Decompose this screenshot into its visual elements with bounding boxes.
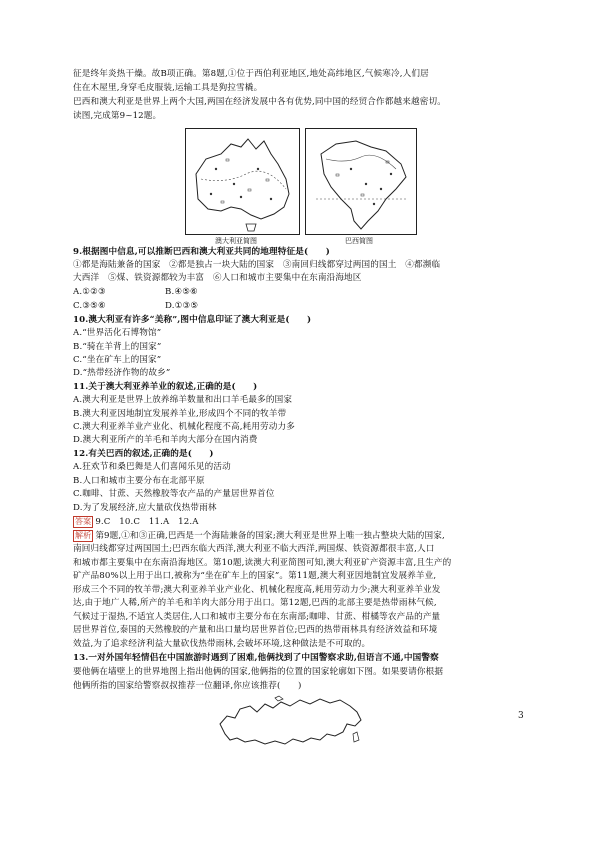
analysis-text: 矿产品80%以上用于出口,被称为“坐在矿车上的国家”。第11题,澳大利亚因地制宜发展养羊业, (73, 571, 437, 581)
australia-map (185, 128, 300, 235)
question-13-stem: 13.一对外国年轻情侣在中国旅游时遇到了困难,他俩找到了中国警察求助,但语言不通,中国警察 (73, 653, 439, 663)
option-c: C.澳大利亚养羊业产业化、机械化程度不高,耗用劳动力多 (73, 422, 296, 432)
answer-line (73, 516, 533, 529)
analysis-tag: 解析 (75, 531, 92, 540)
option-a: A.澳大利亚是世界上放养绵羊数量和出口羊毛最多的国家 (73, 395, 293, 405)
option-b: B.人口和城市主要分布在北部平原 (73, 476, 205, 486)
option-b: B.“骑在羊背上的国家” (73, 342, 162, 352)
analysis-text: 和城市都主要集中在东南沿海地区。第10题,读澳大利亚简图可知,澳大利亚矿产资源丰富,且生产的 (73, 558, 452, 568)
option-b: B.④⑤⑥ (165, 287, 198, 297)
option-a: A.狂欢节和桑巴舞是人们喜闻乐见的活动 (73, 462, 231, 472)
option-a: A.①②③ (73, 287, 106, 297)
option-c: C.“坐在矿车上的国家” (73, 355, 162, 365)
australia-outline-figure (186, 129, 299, 234)
option-a: A.“世界活化石博物馆” (73, 328, 162, 338)
answer-tag: 答案 (75, 517, 92, 526)
brazil-outline-figure (306, 129, 416, 234)
text-line: 巴西和澳大利亚是世界上两个大国,两国在经济发展中各有优势,同中国的经贸合作都越来越密切。 (73, 97, 447, 107)
text-line: 读图,完成第9~12题。 (73, 111, 162, 121)
option-c: C.③⑤⑥ (73, 301, 106, 311)
analysis-text: 形成三个不同的牧羊带;澳大利亚养羊业产业化、机械化程度高,耗用劳动力少;澳大利亚养羊业发 (73, 585, 441, 595)
question-10-stem: 10.澳大利亚有许多“美称”,图中信息印证了澳大利亚是( ) (73, 315, 312, 325)
brazil-map-caption: 巴西简图 (345, 237, 373, 245)
analysis-text: 南回归线都穿过两国国土;巴西东临大西洋,澳大利亚不临大西洋,两国煤、铁资源都很丰富,人口 (73, 544, 435, 554)
answer-text: 9.C 10.C 11.A 12.A (95, 517, 199, 527)
option-b: B.澳大利亚因地制宜发展养羊业,形成四个不同的牧羊带 (73, 409, 287, 419)
question-9-stem: 9.根据图中信息,可以推断巴西和澳大利亚共同的地理特征是( ) (73, 247, 330, 257)
analysis-text: 达,由于地广人稀,所产的羊毛和羊肉大部分用于出口。第12题,巴西的北部主要是热带雨林气候, (73, 598, 437, 608)
question-13-stem: 他俩所指的国家给警察叔叔推荐一位翻译,你应该推荐( ) (73, 681, 302, 691)
australia-map-caption: 澳大利亚简图 (215, 237, 257, 245)
analysis-text: 第9题,①和③正确,巴西是一个海陆兼备的国家;澳大利亚是世界上唯一独占整块大陆的国家, (95, 531, 445, 541)
text-line: 征是终年炎热干燥。故B项正确。第8题,①位于西伯利亚地区,地处高纬地区,气候寒冷,人们居 (73, 69, 429, 79)
option-d: D.澳大利亚所产的羊毛和羊肉大部分在国内消费 (73, 435, 258, 445)
country-outline-map (215, 694, 365, 752)
country-outline-figure (215, 694, 365, 752)
analysis-text: 效益,为了追求经济利益大量砍伐热带雨林,会破坏环境,这种做法是不可取的。 (73, 639, 371, 649)
analysis-text: 气候过于湿热,不适宜人类居住,人口和城市主要分布在东南部;咖啡、甘蔗、柑橘等农产品的产量 (73, 612, 441, 622)
option-d: D.为了发展经济,应大量砍伐热带雨林 (73, 503, 217, 513)
analysis-text: 居世界首位,泰国的天然橡胶的产量和出口量均居世界首位;巴西的热带雨林具有经济效益和环境 (73, 625, 438, 635)
question-9-statements: 大西洋 ⑤煤、铁资源都较为丰富 ⑥人口和城市主要集中在东南沿海地区 (73, 273, 362, 283)
option-c: C.咖啡、甘蔗、天然橡胶等农产品的产量居世界首位 (73, 489, 275, 499)
analysis-line (73, 530, 533, 543)
question-9-statements: ①都是海陆兼备的国家 ②都是独占一块大陆的国家 ③南回归线都穿过两国的国土 ④都濒临 (73, 260, 441, 270)
question-12-stem: 12.有关巴西的叙述,正确的是( ) (73, 449, 214, 459)
brazil-map (305, 128, 417, 235)
question-11-stem: 11.关于澳大利亚养羊业的叙述,正确的是( ) (73, 382, 258, 392)
page-number: 3 (518, 711, 524, 721)
option-d: D.①③⑤ (165, 301, 199, 311)
option-d: D.“热带经济作物的故乡” (73, 368, 171, 378)
question-13-stem: 要他俩在墙壁上的世界地图上指出他俩的国家,他俩指的位置的国家轮廓如下图。如果要请你根据 (73, 667, 444, 677)
text-line: 住在木屋里,身穿毛皮服装,运输工具是狗拉雪橇。 (73, 83, 263, 93)
